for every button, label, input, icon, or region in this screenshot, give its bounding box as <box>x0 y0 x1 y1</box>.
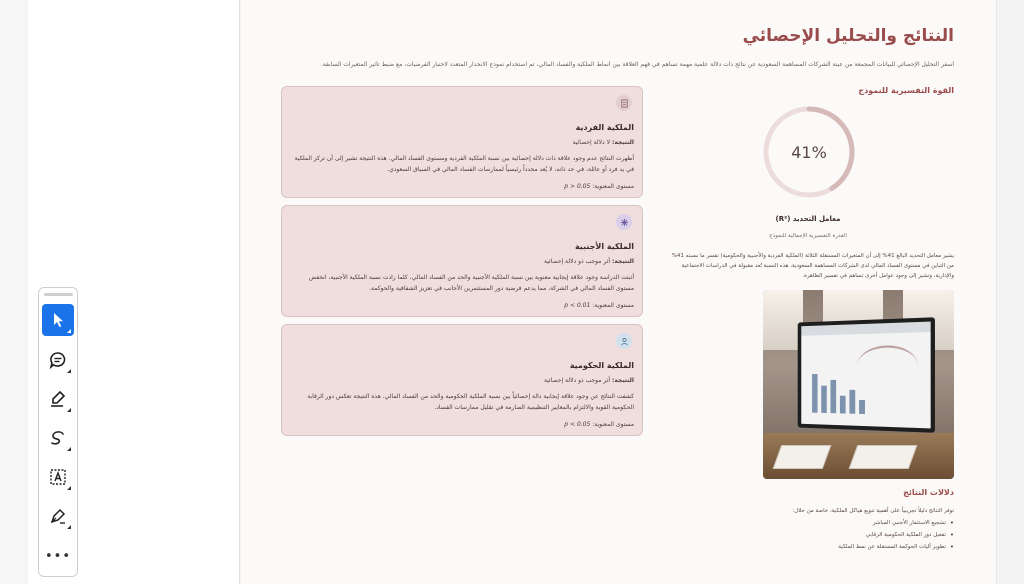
significance-label: مستوى المعنوية: <box>592 421 634 428</box>
card-title: الملكية الحكومية <box>569 361 634 370</box>
card-result <box>292 377 634 384</box>
implications-intro: توفر النتائج دليلاً تجريبياً على أهمية تنويع هياكل الملكية، خاصة من خلال: <box>792 508 954 514</box>
left-gutter <box>0 0 28 584</box>
card-description: أثبتت الدراسة وجود علاقة إيجابية معنوية بين نسبة الملكية الأجنبية والحد من الفساد المالي، كلما زادت نسبة الملكية الأجنبية، انخفض مستوى الفساد المالي في الشركة، مما يدعم فرضية دور المستثمرين الأجانب في تعزيز الشفافية والحوكمة. <box>308 274 634 292</box>
card-significance <box>292 421 634 428</box>
gauge-subtitle: القدرة التفسيرية الإجمالية للنموذج <box>769 233 847 239</box>
significance-label: مستوى المعنوية: <box>592 302 634 309</box>
r-squared-gauge <box>761 104 857 200</box>
implications-heading: دلالات النتائج <box>903 488 954 497</box>
finding-card-foreign <box>281 205 643 317</box>
card-description: أظهرت النتائج عدم وجود علاقة ذات دلالة إحصائية بين نسبة الملكية الفردية ومستوى الفساد المالي. هذه النتيجة تشير إلى أن تركز الملكية في يد فرد أو عائلة، في حد ذاته، لا يُعد محدداً رئيسياً لممارسات الفساد المالي في السياق السعودي. <box>294 155 634 173</box>
significance-label: مستوى المعنوية: <box>592 183 634 190</box>
annotation-toolbar <box>38 287 78 577</box>
gauge-value: 41% <box>791 142 827 162</box>
more-tools-button[interactable] <box>42 540 74 572</box>
freehand-draw-icon <box>49 429 67 447</box>
implications-list <box>838 520 954 556</box>
model-heading: القوة التفسيرية للنموذج <box>858 86 954 95</box>
globe-icon <box>616 214 632 230</box>
card-result <box>292 139 634 146</box>
result-label: النتيجة: <box>611 377 634 384</box>
comment-icon <box>49 351 67 369</box>
cursor-arrow-icon <box>51 312 65 328</box>
result-value: لا دلالة إحصائية <box>572 139 611 146</box>
document-icon <box>616 95 632 111</box>
highlighter-icon <box>49 390 67 408</box>
result-label: النتيجة: <box>611 258 634 265</box>
pen-nib-icon <box>49 507 67 525</box>
model-explanation: يشير معامل التحديد البالغ 41% إلى أن المتغيرات المستقلة الثلاثة (الملكية الفردية والأجنبية والحكومية) تفسر ما نسبته 41% من التباين في مستوى الفساد المالي لدى الشركات المساهمة السعودية، هذه النسبة تُعد مقبولة في الدراسات الاجتماعية والإدارية، وتشير إلى وجود عوامل أخرى تساهم في تفسير الظاهرة. <box>671 253 954 279</box>
result-label: النتيجة: <box>611 139 634 146</box>
toolbar-drag-handle[interactable] <box>44 293 73 296</box>
document-page <box>241 0 996 584</box>
highlight-tool-button[interactable] <box>42 383 74 415</box>
list-item: • تفعيل دور الملكية الحكومية الرقابي <box>838 532 954 538</box>
gauge-title: معامل التحديد (R²) <box>775 215 841 223</box>
select-tool-button[interactable] <box>42 304 74 336</box>
draw-tool-button[interactable] <box>42 422 74 454</box>
more-dots-icon: ••• <box>44 548 71 564</box>
right-margin <box>996 0 1024 584</box>
card-description: كشفت النتائج عن وجود علاقة إيجابية دالة إحصائياً بين نسبة الملكية الحكومية والحد من الفساد المالي. هذه النتيجة تعكس دور الرقابة الحكومية القوية والالتزام بالمعايير التنظيمية الصارمة في تقليل ممارسات الفساد. <box>307 393 634 411</box>
person-icon <box>616 333 632 349</box>
text-select-tool-button[interactable] <box>42 461 74 493</box>
page-intro: أسفر التحليل الإحصائي للبيانات المجمعة من عينة الشركات المساهمة السعودية عن نتائج ذات دلالة علمية مهمة تساهم في فهم العلاقة بين أنماط الملكية والفساد المالي، تم استخدام نموذج الانحدار المتعدد لاختبار الفرضيات، مع ضبط تأثير المتغيرات السابقة. <box>320 61 954 68</box>
card-result <box>292 258 634 265</box>
comment-tool-button[interactable] <box>42 344 74 376</box>
finding-card-individual <box>281 86 643 198</box>
card-significance <box>292 183 634 190</box>
card-title: الملكية الأجنبية <box>574 242 634 251</box>
dashboard-photo <box>763 290 954 479</box>
result-value: أثر موجب ذو دلالة إحصائية <box>544 258 611 265</box>
list-item: • تشجيع الاستثمار الأجنبي المباشر <box>838 520 954 526</box>
card-significance <box>292 302 634 309</box>
significance-value: p < 0.01 <box>564 302 591 309</box>
text-box-icon <box>49 468 67 486</box>
finding-card-government <box>281 324 643 436</box>
significance-value: p > 0.05 <box>564 183 591 190</box>
card-title: الملكية الفردية <box>575 123 634 132</box>
list-item: • تطوير آليات الحوكمة المستقلة عن نمط الملكية <box>838 544 954 550</box>
significance-value: p < 0.05 <box>564 421 591 428</box>
result-value: أثر موجب ذو دلالة إحصائية <box>544 377 611 384</box>
sign-tool-button[interactable] <box>42 500 74 532</box>
page-title: النتائج والتحليل الإحصائي <box>742 26 954 46</box>
